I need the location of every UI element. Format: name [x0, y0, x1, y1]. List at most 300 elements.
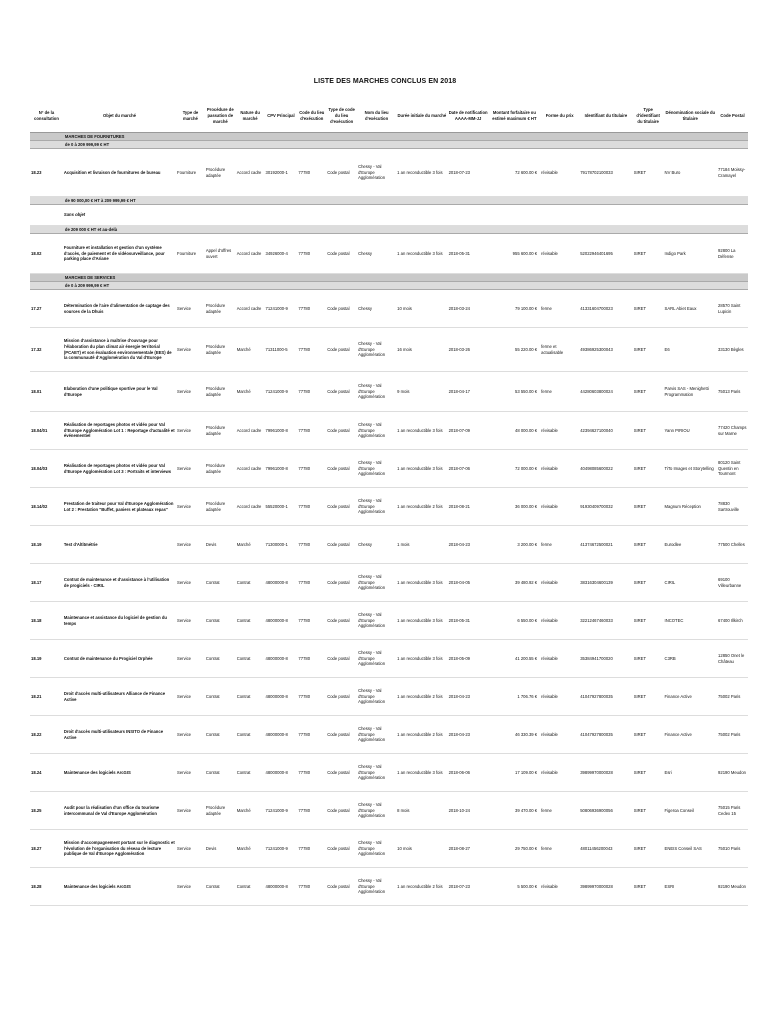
table-cell: 48000000-8: [265, 602, 298, 640]
table-cell: Service: [176, 792, 205, 830]
table-cell: Chessy - Val d'Europe Agglomération: [357, 564, 396, 602]
table-cell: Code postal: [326, 290, 357, 328]
table-cell: INCOTEC: [664, 602, 717, 640]
table-cell: 48000000-8: [265, 564, 298, 602]
table-cell: ferme: [540, 830, 579, 868]
table-cell: 42394627100040: [579, 412, 632, 450]
table-cell: 77780: [297, 678, 326, 716]
table-cell: E6: [664, 328, 717, 372]
table-cell: 77780: [297, 868, 326, 906]
table-cell: 92190 Meudon: [717, 868, 748, 906]
table-cell: Contrat: [236, 868, 265, 906]
table-cell: Réalisation de reportages photos et vidéo pour Val d'Europe Agglomération Lot 3 : Portraits et interviews: [63, 450, 176, 488]
table-cell: Accord cadre: [236, 234, 265, 274]
table-cell: 48 000.00 €: [489, 412, 540, 450]
table-cell: Service: [176, 754, 205, 792]
table-row: [30, 830, 748, 868]
table-row: [30, 149, 748, 197]
table-cell: 8 mois: [396, 792, 447, 830]
table-cell: SIRET: [633, 716, 664, 754]
table-cell: 40498085600022: [579, 450, 632, 488]
table-cell: Service: [176, 372, 205, 412]
table-cell: 17.32: [30, 328, 63, 372]
table-cell: Magnum Réception: [664, 488, 717, 526]
table-cell: 18.27: [30, 830, 63, 868]
table-cell: Marché: [236, 792, 265, 830]
table-cell: Prestation de traiteur pour Val d'Europe Agglomération Lot 2 : Prestation "Buffet, paniers et plateaux repas": [63, 488, 176, 526]
table-cell: révisable: [540, 602, 579, 640]
table-cell: 18.17: [30, 564, 63, 602]
column-header: Montant forfaitaire ou estimé maximum € HT: [489, 100, 540, 133]
table-cell: 2018-03-26: [448, 328, 489, 372]
table-cell: Code postal: [326, 234, 357, 274]
table-cell: Contrat: [236, 640, 265, 678]
table-cell: Accord cadre: [236, 149, 265, 197]
table-cell: Service: [176, 830, 205, 868]
table-cell: SIRET: [633, 640, 664, 678]
table-cell: Code postal: [326, 754, 357, 792]
table-row: [30, 640, 748, 678]
table-cell: Code postal: [326, 602, 357, 640]
table-cell: Devis: [205, 830, 236, 868]
table-cell: 41374672500021: [579, 526, 632, 564]
table-cell: 55 220.00 €: [489, 328, 540, 372]
table-cell: 2018-04-23: [448, 526, 489, 564]
table-cell: Code postal: [326, 678, 357, 716]
table-cell: 18.14/02: [30, 488, 63, 526]
column-header: Objet du marché: [63, 100, 176, 133]
table-row: [30, 412, 748, 450]
table-cell: 77780: [297, 488, 326, 526]
table-cell: Chessy: [357, 290, 396, 328]
empty-section-label: Sans objet: [63, 205, 748, 226]
table-row: [30, 290, 748, 328]
table-cell: 1 an reconductible 2 fois: [396, 488, 447, 526]
table-cell: Chessy - Val d'Europe Agglomération: [357, 678, 396, 716]
column-header: CPV Principal: [265, 100, 298, 133]
table-cell: Code postal: [326, 372, 357, 412]
table-cell: 18.25: [30, 792, 63, 830]
column-header: Type de marché: [176, 100, 205, 133]
table-cell: révisable: [540, 234, 579, 274]
table-cell: 79961000-8: [265, 450, 298, 488]
category-label: de 0 à 209 999,99 € HT: [63, 282, 748, 290]
table-cell: 78830 Sartrouville: [717, 488, 748, 526]
category-row: [30, 133, 748, 141]
table-cell: Procédure adaptée: [205, 372, 236, 412]
table-cell: 29 750.00 €: [489, 830, 540, 868]
table-cell: 18.04/03: [30, 450, 63, 488]
table-cell: Elaboration d'une politique sportive pour le Val d'Europe: [63, 372, 176, 412]
table-cell: 39 480.92 €: [489, 564, 540, 602]
table-cell: 48000000-8: [265, 640, 298, 678]
table-cell: Chessy - Val d'Europe Agglomération: [357, 149, 396, 197]
table-cell: Service: [176, 290, 205, 328]
table-cell: 77780: [297, 290, 326, 328]
table-cell: Procédure adaptée: [205, 450, 236, 488]
category-spacer: [30, 133, 63, 141]
table-cell: 48011456200043: [579, 830, 632, 868]
category-spacer: [30, 282, 63, 290]
table-row: [30, 792, 748, 830]
table-cell: 33130 Bègles: [717, 328, 748, 372]
table-row: [30, 868, 748, 906]
table-cell: 2018-05-31: [448, 602, 489, 640]
table-cell: 48000000-8: [265, 716, 298, 754]
table-cell: 80120 Saint Quentin en Tourmont: [717, 450, 748, 488]
table-cell: 71241000-9: [265, 290, 298, 328]
column-header: Nom du lieu d'exécution: [357, 100, 396, 133]
table-cell: 10 mois: [396, 290, 447, 328]
table-cell: Esri: [664, 754, 717, 792]
table-row: [30, 602, 748, 640]
column-header: Nature du marché: [236, 100, 265, 133]
table-cell: 1 an reconductible 3 fois: [396, 564, 447, 602]
table-cell: Code postal: [326, 830, 357, 868]
table-cell: 2018-04-17: [448, 372, 489, 412]
table-cell: 2018-06-06: [448, 754, 489, 792]
table-cell: 92190 Meudon: [717, 754, 748, 792]
table-cell: 48000000-8: [265, 754, 298, 792]
table-cell: Chessy - Val d'Europe Agglomération: [357, 412, 396, 450]
table-cell: 2018-05-31: [448, 234, 489, 274]
table-cell: TiTo Images et Storytelling: [664, 450, 717, 488]
table-cell: 72 000.00 €: [489, 450, 540, 488]
category-label: MARCHES DE FOURNITURES: [63, 133, 748, 141]
table-cell: Code postal: [326, 526, 357, 564]
table-cell: Contrat de maintenance du Progiciel Orphée: [63, 640, 176, 678]
table-cell: 9 mois: [396, 372, 447, 412]
table-cell: 10 mois: [396, 830, 447, 868]
table-cell: 2018-10-24: [448, 792, 489, 830]
table-cell: Service: [176, 868, 205, 906]
table-cell: 1 an reconductible 3 fois: [396, 412, 447, 450]
table-cell: Code postal: [326, 488, 357, 526]
table-cell: Code postal: [326, 412, 357, 450]
table-cell: Procédure adaptée: [205, 290, 236, 328]
table-cell: révisable: [540, 149, 579, 197]
table-cell: 77780: [297, 328, 326, 372]
table-cell: ferme: [540, 526, 579, 564]
table-cell: Procédure adaptée: [205, 488, 236, 526]
table-cell: 34926000-4: [265, 234, 298, 274]
table-cell: SIRET: [633, 234, 664, 274]
table-cell: 1 mois: [396, 526, 447, 564]
table-cell: 18.19: [30, 526, 63, 564]
category-label: de 0 à 209 999,99 € HT: [63, 141, 748, 149]
table-cell: 2018-07-23: [448, 149, 489, 197]
table-cell: SIRET: [633, 564, 664, 602]
table-row: [30, 678, 748, 716]
table-cell: SIRET: [633, 754, 664, 792]
table-cell: SIRET: [633, 412, 664, 450]
table-cell: SIRET: [633, 868, 664, 906]
table-cell: 77780: [297, 602, 326, 640]
table-cell: révisable: [540, 716, 579, 754]
table-cell: Chessy: [357, 234, 396, 274]
table-row: [30, 234, 748, 274]
table-cell: Code postal: [326, 868, 357, 906]
table-cell: 77780: [297, 716, 326, 754]
table-cell: 41 200.55 €: [489, 640, 540, 678]
table-cell: Code postal: [326, 640, 357, 678]
category-row: [30, 197, 748, 205]
row-spacer: [30, 205, 63, 226]
table-cell: SIRET: [633, 290, 664, 328]
table-cell: 18.21: [30, 678, 63, 716]
table-cell: 18.01: [30, 372, 63, 412]
table-cell: Chessy - Val d'Europe Agglomération: [357, 328, 396, 372]
column-header: Procédure de passation de marché: [205, 100, 236, 133]
table-cell: SIRET: [633, 526, 664, 564]
table-cell: Contrat de maintenance et d'assistance à l'utilisation de progiciels - CIRIL: [63, 564, 176, 602]
table-cell: Procédure adaptée: [205, 328, 236, 372]
table-cell: 2018-07-06: [448, 450, 489, 488]
table-cell: 2018-07-09: [448, 412, 489, 450]
table-cell: 18.19: [30, 640, 63, 678]
table-cell: 71300000-1: [265, 526, 298, 564]
table-cell: Accord cadre: [236, 450, 265, 488]
table-cell: 71241000-9: [265, 830, 298, 868]
table-cell: révisable: [540, 640, 579, 678]
table-cell: Chessy - Val d'Europe Agglomération: [357, 716, 396, 754]
table-cell: 18.18: [30, 602, 63, 640]
document-title: LISTE DES MARCHES CONCLUS EN 2018: [313, 78, 457, 85]
table-cell: 75002 Paris: [717, 678, 748, 716]
table-cell: 52022946401695: [579, 234, 632, 274]
table-cell: Mission d'accompagnement portant sur le diagnostic et l'évolution de l'organisation du réseau de lecture publique de Val d'Europe Agglomération: [63, 830, 176, 868]
table-cell: 77420 Champs sur Marne: [717, 412, 748, 450]
table-cell: Contrat: [205, 678, 236, 716]
table-cell: 30192000-1: [265, 149, 298, 197]
table-cell: Contrat: [205, 754, 236, 792]
table-cell: 77780: [297, 526, 326, 564]
table-cell: SIRET: [633, 328, 664, 372]
table-cell: 1 an reconductible 2 fois: [396, 678, 447, 716]
table-body: [30, 133, 748, 906]
table-cell: Code postal: [326, 328, 357, 372]
category-label: MARCHES DE SERVICES: [63, 274, 748, 282]
table-cell: 92800 La Défense: [717, 234, 748, 274]
table-cell: Contrat: [205, 868, 236, 906]
table-cell: 2018-08-27: [448, 830, 489, 868]
category-row: [30, 141, 748, 149]
table-cell: 1 an reconductible 3 fois: [396, 602, 447, 640]
table-cell: 46 330.39 €: [489, 716, 540, 754]
table-cell: SIRET: [633, 602, 664, 640]
column-header: Type d'identifiant du titulaire: [633, 100, 664, 133]
table-cell: ferme: [540, 290, 579, 328]
table-cell: révisable: [540, 412, 579, 450]
table-cell: 2018-04-23: [448, 716, 489, 754]
table-cell: Chessy - Val d'Europe Agglomération: [357, 830, 396, 868]
table-cell: Chessy - Val d'Europe Agglomération: [357, 640, 396, 678]
table-cell: 41331604700023: [579, 290, 632, 328]
table-cell: révisable: [540, 450, 579, 488]
table-cell: 71241000-9: [265, 372, 298, 412]
table-cell: 5 500.00 €: [489, 868, 540, 906]
table-cell: Marché: [236, 830, 265, 868]
table-cell: ENEIS Conseil SAS: [664, 830, 717, 868]
table-cell: Fourniture: [176, 149, 205, 197]
category-spacer: [30, 274, 63, 282]
table-cell: 71241000-9: [265, 792, 298, 830]
table-cell: 39 470.00 €: [489, 792, 540, 830]
table-cell: Procédure adaptée: [205, 412, 236, 450]
table-cell: 3 200.00 €: [489, 526, 540, 564]
table-cell: 75013 Paris: [717, 372, 748, 412]
table-cell: Contrat: [205, 716, 236, 754]
table-cell: 79 100.00 €: [489, 290, 540, 328]
table-cell: 77184 Moissy-Cramayel: [717, 149, 748, 197]
table-cell: Droit d'accès multi-utilisateurs Alliance de Finance Active: [63, 678, 176, 716]
table-cell: Service: [176, 488, 205, 526]
table-cell: Accord cadre: [236, 290, 265, 328]
table-row: [30, 526, 748, 564]
table-cell: 41047927800035: [579, 716, 632, 754]
table-cell: Fourniture et installation et gestion d'un système d'accès, de paiement et de vidéosurveillance, pour parking place d'Ariane: [63, 234, 176, 274]
table-cell: Marché: [236, 372, 265, 412]
category-label: de 90 000,00 € HT à 209 999,99 € HT: [63, 197, 748, 205]
table-cell: 75002 Paris: [717, 716, 748, 754]
table-cell: 77780: [297, 412, 326, 450]
table-cell: 955 600.00 €: [489, 234, 540, 274]
table-cell: Chessy - Val d'Europe Agglomération: [357, 868, 396, 906]
category-spacer: [30, 197, 63, 205]
table-cell: Test d'Altitmétrie: [63, 526, 176, 564]
category-label: de 209 000 € HT et au-delà: [63, 226, 748, 234]
table-cell: Contrat: [236, 602, 265, 640]
table-cell: NV Burо: [664, 149, 717, 197]
table-row: [30, 328, 748, 372]
table-cell: 2018-03-24: [448, 290, 489, 328]
table-cell: 48000000-8: [265, 678, 298, 716]
table-cell: Contrat: [236, 564, 265, 602]
table-cell: Finance Active: [664, 716, 717, 754]
table-cell: 28570 Saint Lupicin: [717, 290, 748, 328]
table-row: [30, 754, 748, 792]
table-cell: 77780: [297, 830, 326, 868]
table-cell: 18.02: [30, 234, 63, 274]
table-cell: Réalisation de reportages photos et vidéo pour Val d'Europe Agglomération Lot 1 : Reportage d'actualité et événementiel: [63, 412, 176, 450]
table-cell: 39899970000028: [579, 754, 632, 792]
table-cell: 16 mois: [396, 328, 447, 372]
table-cell: 12850 Onet le Château: [717, 640, 748, 678]
table-cell: Finance Active: [664, 678, 717, 716]
table-cell: Yann PIRIOU: [664, 412, 717, 450]
table-cell: Chessy - Val d'Europe Agglomération: [357, 602, 396, 640]
table-cell: Service: [176, 526, 205, 564]
table-cell: Procédure adaptée: [205, 792, 236, 830]
category-row: [30, 226, 748, 234]
table-cell: Audit pour la réalisation d'un office du tourisme intercommunal de Val d'Europe Agglomération: [63, 792, 176, 830]
table-cell: 77780: [297, 640, 326, 678]
table-cell: 1 an reconductible 3 fois: [396, 234, 447, 274]
table-cell: Détermination de l'aire d'alimentation de captage des sources de la Dhuis: [63, 290, 176, 328]
table-cell: Chessy - Val d'Europe Agglomération: [357, 754, 396, 792]
table-cell: 77780: [297, 372, 326, 412]
table-cell: 79961000-8: [265, 412, 298, 450]
table-cell: 77780: [297, 234, 326, 274]
table-cell: 75010 Paris: [717, 830, 748, 868]
table-cell: 18.23: [30, 149, 63, 197]
table-header: [30, 100, 748, 133]
table-cell: Code postal: [326, 792, 357, 830]
table-cell: Service: [176, 640, 205, 678]
table-cell: 1 an reconductible 2 fois: [396, 868, 447, 906]
table-cell: ferme: [540, 372, 579, 412]
table-cell: 77780: [297, 792, 326, 830]
category-spacer: [30, 141, 63, 149]
table-cell: 1 an reconductible 3 fois: [396, 754, 447, 792]
table-cell: révisable: [540, 564, 579, 602]
table-cell: Acquisition et livraison de fournitures de bureau: [63, 149, 176, 197]
table-cell: Accord cadre: [236, 412, 265, 450]
table-cell: Chessy - Val d'Europe Agglomération: [357, 792, 396, 830]
table-cell: Parvis SAS - Menighetti Programmation: [664, 372, 717, 412]
table-cell: Chessy: [357, 526, 396, 564]
column-header: Durée initiale du marché: [396, 100, 447, 133]
category-row: [30, 282, 748, 290]
category-spacer: [30, 226, 63, 234]
table-cell: 35384941700020: [579, 640, 632, 678]
table-cell: révisable: [540, 488, 579, 526]
contracts-table: [30, 100, 748, 906]
table-cell: 1 an reconductible 3 fois: [396, 450, 447, 488]
table-cell: ESRI: [664, 868, 717, 906]
table-row: [30, 450, 748, 488]
table-cell: 71311000-5: [265, 328, 298, 372]
table-cell: Contrat: [236, 678, 265, 716]
table-row: [30, 372, 748, 412]
table-cell: 1 706.76 €: [489, 678, 540, 716]
table-cell: 77780: [297, 450, 326, 488]
table-cell: Contrat: [236, 716, 265, 754]
table-cell: Devis: [205, 526, 236, 564]
table-cell: 18.24: [30, 754, 63, 792]
column-header: Date de notification AAAA-MM-JJ: [448, 100, 489, 133]
table-cell: Contrat: [236, 754, 265, 792]
table-cell: 6 550.00 €: [489, 602, 540, 640]
table-cell: 39899970000028: [579, 868, 632, 906]
table-cell: 1 an reconductible 3 fois: [396, 149, 447, 197]
table-cell: 1 an reconductible 3 fois: [396, 640, 447, 678]
table-cell: 91930409700032: [579, 488, 632, 526]
table-cell: SIRET: [633, 149, 664, 197]
column-header: Type de code du lieu d'exécution: [326, 100, 357, 133]
table-cell: 53 550.00 €: [489, 372, 540, 412]
table-cell: CIRIL: [664, 564, 717, 602]
table-cell: Maintenance et assistance du logiciel de gestion du temps: [63, 602, 176, 640]
table-cell: 77780: [297, 754, 326, 792]
table-cell: Maintenance des logiciels ArcGIS: [63, 868, 176, 906]
table-cell: Chessy - Val d'Europe Agglomération: [357, 488, 396, 526]
column-header: Code du lieu d'exécution: [297, 100, 326, 133]
table-row: [30, 488, 748, 526]
table-cell: 1 an reconductible 2 fois: [396, 716, 447, 754]
table-cell: 69100 Villeurbanne: [717, 564, 748, 602]
table-cell: Eurodlee: [664, 526, 717, 564]
table-cell: Accord cadre: [236, 488, 265, 526]
table-cell: Marché: [236, 526, 265, 564]
table-cell: 2018-05-09: [448, 640, 489, 678]
column-header: Code Postal: [717, 100, 748, 133]
table-cell: SIRET: [633, 372, 664, 412]
table-cell: 2018-04-05: [448, 564, 489, 602]
table-cell: Code postal: [326, 450, 357, 488]
table-cell: Maintenance des logiciels ArcGIS: [63, 754, 176, 792]
table-cell: SIRET: [633, 830, 664, 868]
